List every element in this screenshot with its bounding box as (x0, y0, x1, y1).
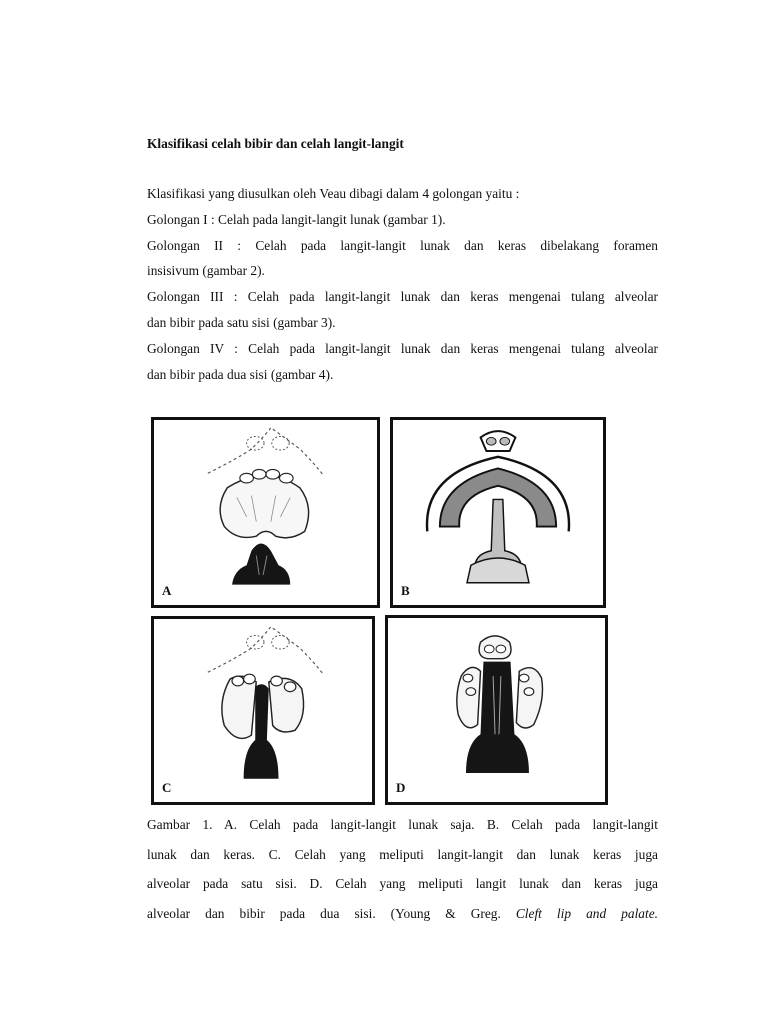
panel-a-label: A (162, 583, 172, 598)
panel-a-illustration (154, 420, 377, 605)
figure-caption (147, 810, 658, 928)
panel-b-label: B (401, 583, 410, 598)
cleft-classification-figure (147, 413, 612, 805)
panel-d-illustration (388, 618, 605, 802)
caption-line-3: alveolar pada satu sisi. D. Celah yang meliputi langit lunak dan keras juga (147, 876, 658, 891)
golongan-4-continuation: dan bibir pada dua sisi (gambar 4). (147, 366, 334, 382)
page-heading: Klasifikasi celah bibir dan celah langit-langit (147, 136, 404, 151)
classification-text (147, 181, 658, 387)
golongan-1-line: Golongan I : Celah pada langit-langit lunak (gambar 1). (147, 211, 446, 227)
golongan-2-continuation: insisivum (gambar 2). (147, 263, 265, 279)
golongan-4-line: Golongan IV : Celah pada langit-langit lunak dan keras mengenai tulang alveolar (147, 340, 658, 356)
caption-book-title: Cleft lip and palate. (515, 905, 658, 921)
figure-panel-d (385, 615, 608, 805)
golongan-3-continuation: dan bibir pada satu sisi (gambar 3). (147, 314, 336, 330)
golongan-3-line: Golongan III : Celah pada langit-langit lunak dan keras mengenai tulang alveolar (147, 289, 658, 305)
panel-d-label: D (396, 780, 406, 795)
caption-line-4-text: alveolar dan bibir pada dua sisi. (Young & Greg. (147, 905, 501, 921)
panel-c-label: C (162, 780, 172, 795)
golongan-2-line: Golongan II : Celah pada langit-langit lunak dan keras dibelakang foramen (147, 237, 658, 253)
panel-c-illustration (154, 619, 372, 802)
panel-b-illustration (393, 420, 603, 605)
figure-panel-a (151, 417, 380, 608)
figure-panel-b (390, 417, 606, 608)
intro-line: Klasifikasi yang diusulkan oleh Veau dibagi dalam 4 golongan yaitu : (147, 186, 520, 201)
figure-panel-c (151, 616, 375, 805)
caption-line-4 (147, 899, 658, 929)
caption-line-2: lunak dan keras. C. Celah yang meliputi langit-langit dan lunak keras juga (147, 846, 658, 862)
caption-line-1: Gambar 1. A. Celah pada langit-langit lunak saja. B. Celah pada langit-langit (147, 817, 658, 832)
